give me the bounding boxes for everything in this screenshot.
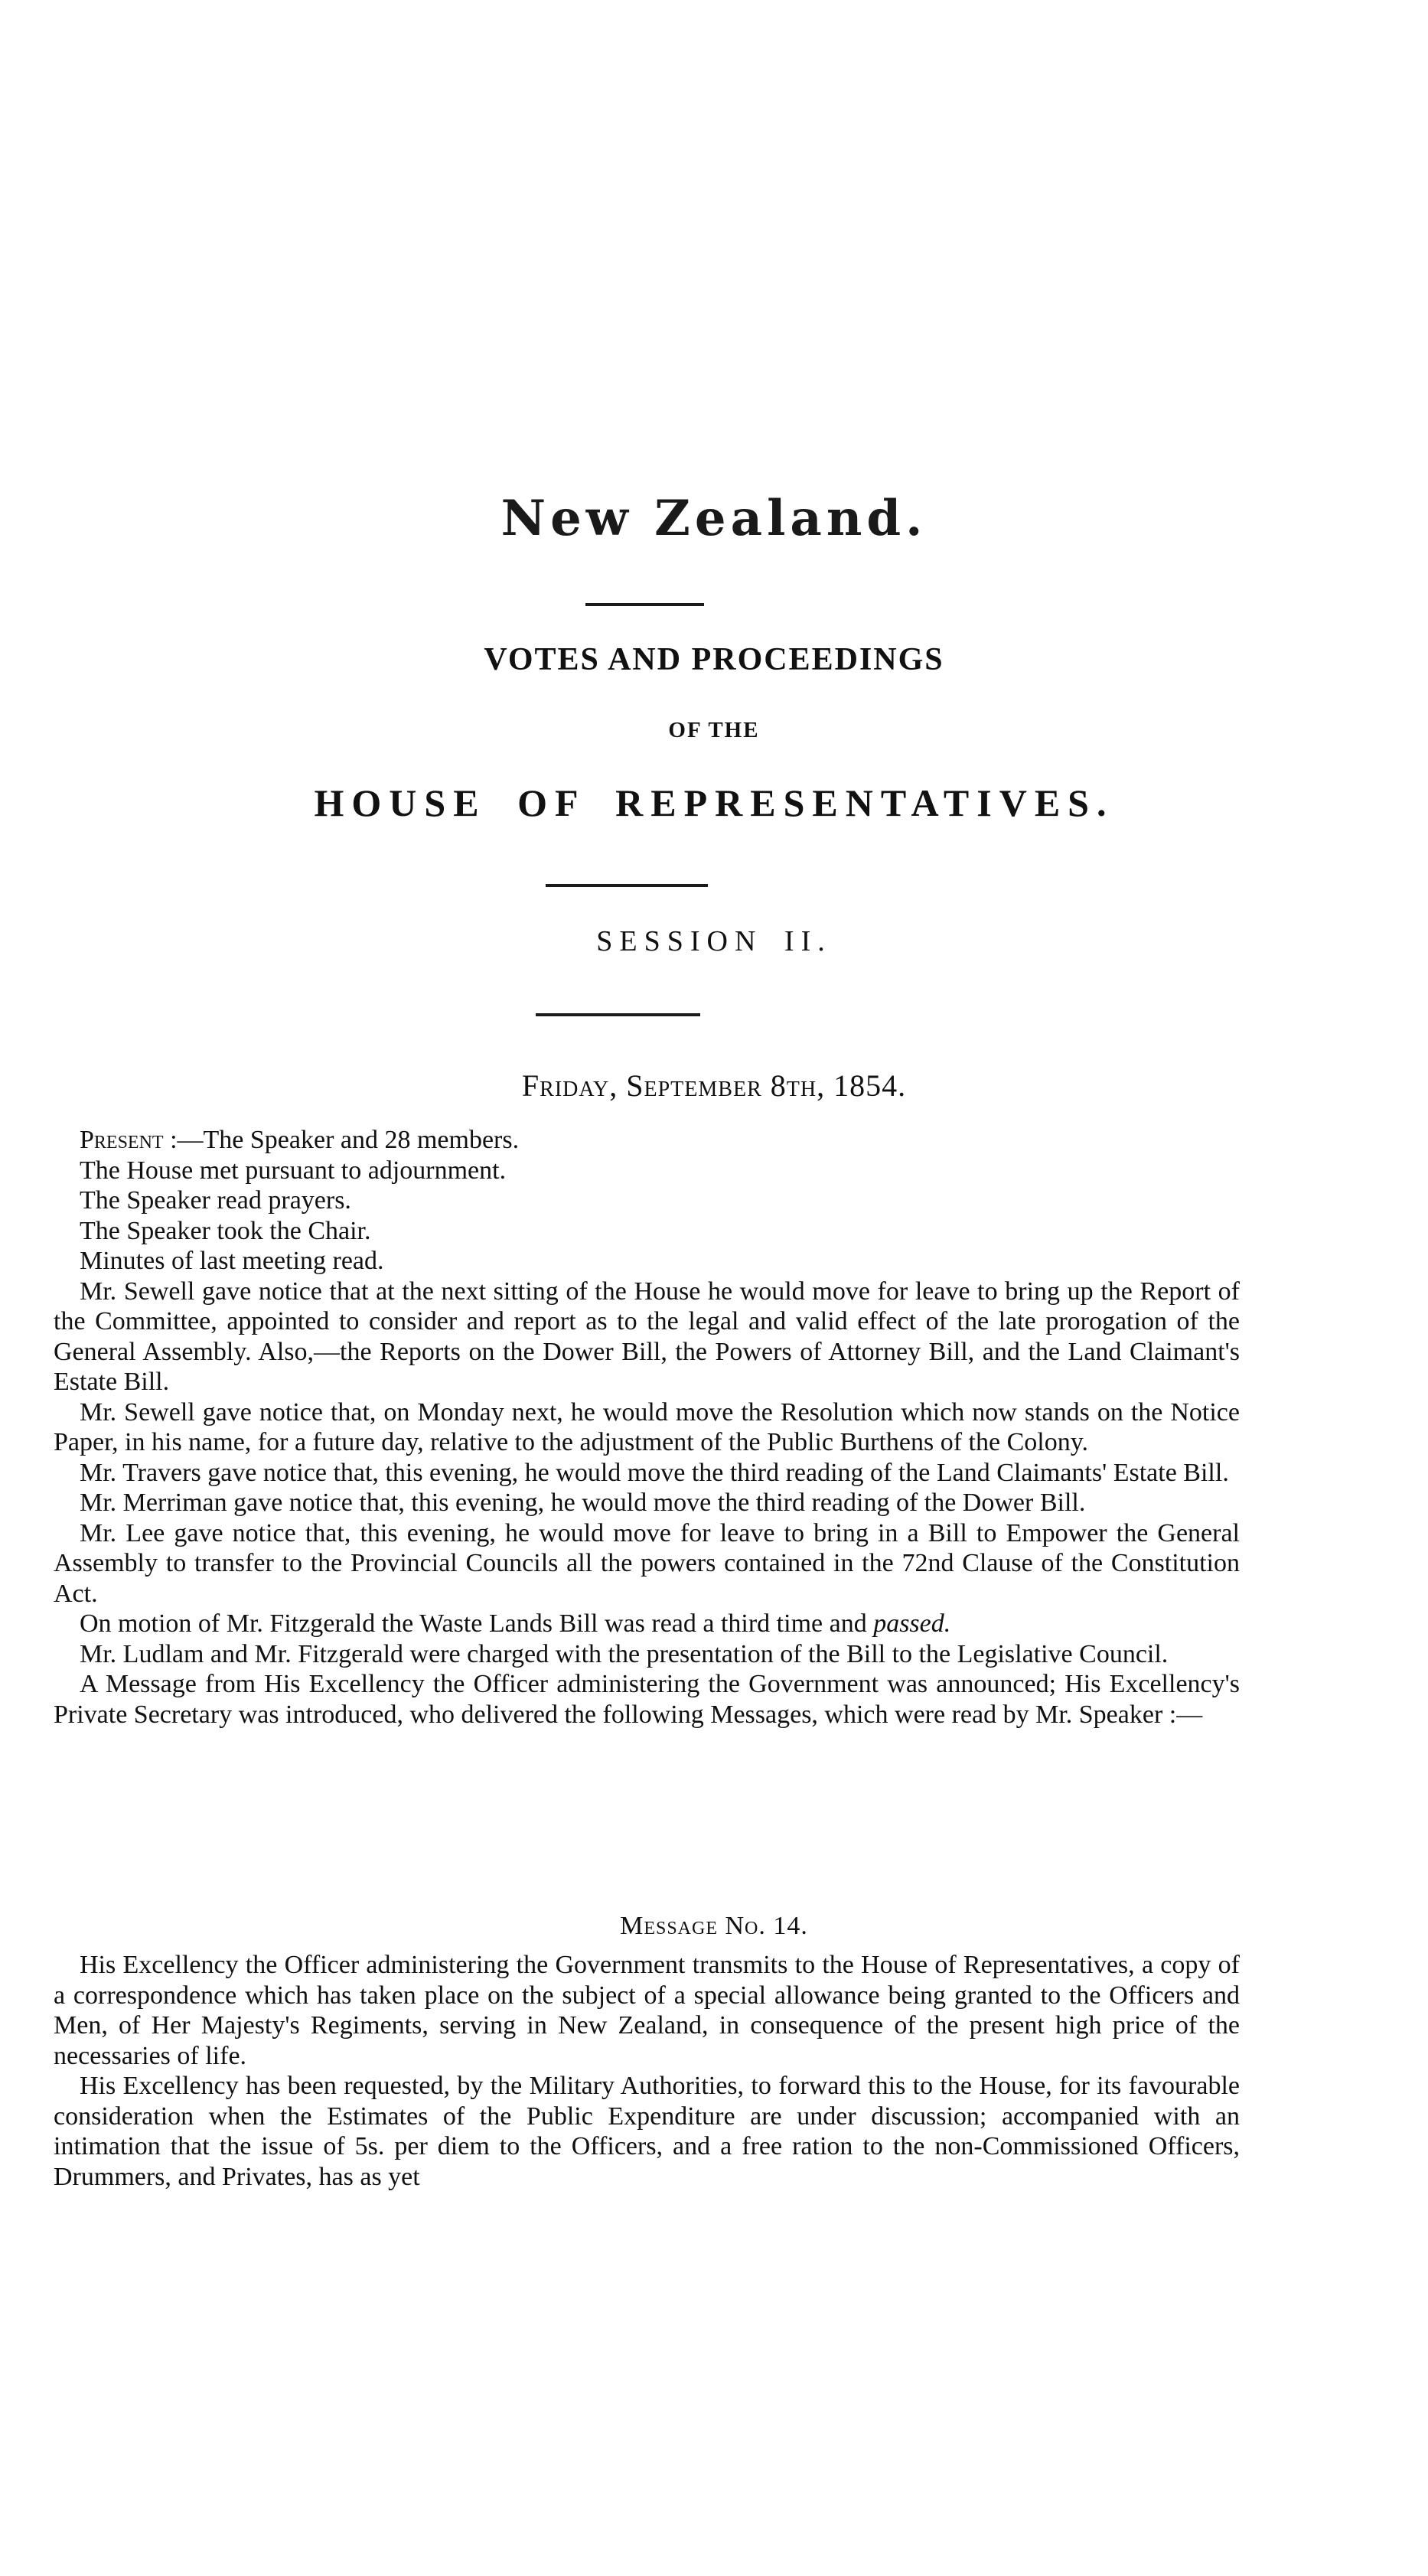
title-votes-and-proceedings: VOTES AND PROCEEDINGS: [484, 642, 944, 677]
session-heading: SESSION II.: [596, 925, 832, 957]
present-label: Present: [80, 1126, 164, 1154]
proceeding-item: Mr. Sewell gave notice that, on Monday next, he would move the Resolution which now stands on the Notice Paper, in his name, for a future day, relative to the adjustment of the Public Burthens of the Colony.: [54, 1397, 1240, 1456]
proceeding-item: Mr. Sewell gave notice that at the next sitting of the House he would move for leave to bring up the Report of the Committee, appointed to consider and report as to the legal and valid effect of the late prorogation of the General Assembly. Also,—the Reports on the Dower Bill, the Powers of Attorney Bill, and the Land Claimant's Estate Bill.: [54, 1277, 1240, 1396]
message-paragraph: His Excellency has been requested, by the Military Authorities, to forward this to the House, for its favourable consideration when the Estimates of the Public Expenditure are under discussion; accompanied with an intimation that the issue of 5s. per diem to the Officers, and a free ration to the non-Commissioned Officers, Drummers, and Privates, has as yet: [54, 2072, 1240, 2191]
title-of-the: OF THE: [668, 718, 760, 742]
message-paragraph: His Excellency the Officer administering the Government transmits to the House of Representatives, a copy of a correspondence which has taken place on the subject of a special allowance being granted to the Officers and Men, of Her Majesty's Regiments, serving in New Zealand, in consequence of the present high price of the necessaries of life.: [54, 1951, 1240, 2070]
present-text: :—The Speaker and 28 members.: [170, 1126, 520, 1154]
divider-rule-middle: [546, 884, 708, 887]
proceeding-item: Mr. Travers gave notice that, this evening, he would move the third reading of the Land Claimants' Estate Bill.: [80, 1458, 1229, 1487]
proceeding-item: Mr. Merriman gave notice that, this evening, he would move the third reading of the Dower Bill.: [80, 1489, 1086, 1517]
proceeding-item: The Speaker took the Chair.: [80, 1216, 371, 1245]
proceeding-item: Minutes of last meeting read.: [80, 1247, 384, 1275]
country-masthead: New Zealand.: [500, 490, 928, 547]
proceeding-item: Mr. Lee gave notice that, this evening, he would move for leave to bring in a Bill to Empower the General Assembly to transfer to the Provincial Councils all the powers contained in the 72nd Clause of the Constitution Act.: [54, 1518, 1240, 1608]
proceeding-item: The Speaker read prayers.: [80, 1186, 351, 1215]
proceedings-body: [54, 1125, 1240, 1730]
proceeding-item: The House met pursuant to adjournment.: [80, 1156, 507, 1185]
divider-rule-bottom: [536, 1013, 700, 1016]
message-heading: Message No. 14.: [620, 1912, 808, 1940]
waste-lands-item: [54, 1609, 1240, 1639]
proceeding-item: A Message from His Excellency the Officer administering the Government was announced; His Excellency's Private Secretary was introduced, who delivered the following Messages, which were read by Mr. Speaker :—: [54, 1670, 1240, 1729]
passed-word: passed.: [873, 1609, 951, 1638]
divider-rule-top: [585, 603, 704, 606]
title-house-of-representatives: HOUSE OF REPRESENTATIVES.: [314, 781, 1114, 824]
waste-lands-text: On motion of Mr. Fitzgerald the Waste Lands Bill was read a third time and: [80, 1609, 867, 1638]
present-line: [54, 1125, 1240, 1156]
date-heading: Friday, September 8th, 1854.: [521, 1068, 907, 1103]
message-body: [54, 1950, 1240, 2192]
proceeding-item: Mr. Ludlam and Mr. Fitzgerald were charged with the presentation of the Bill to the Legislative Council.: [80, 1639, 1169, 1668]
